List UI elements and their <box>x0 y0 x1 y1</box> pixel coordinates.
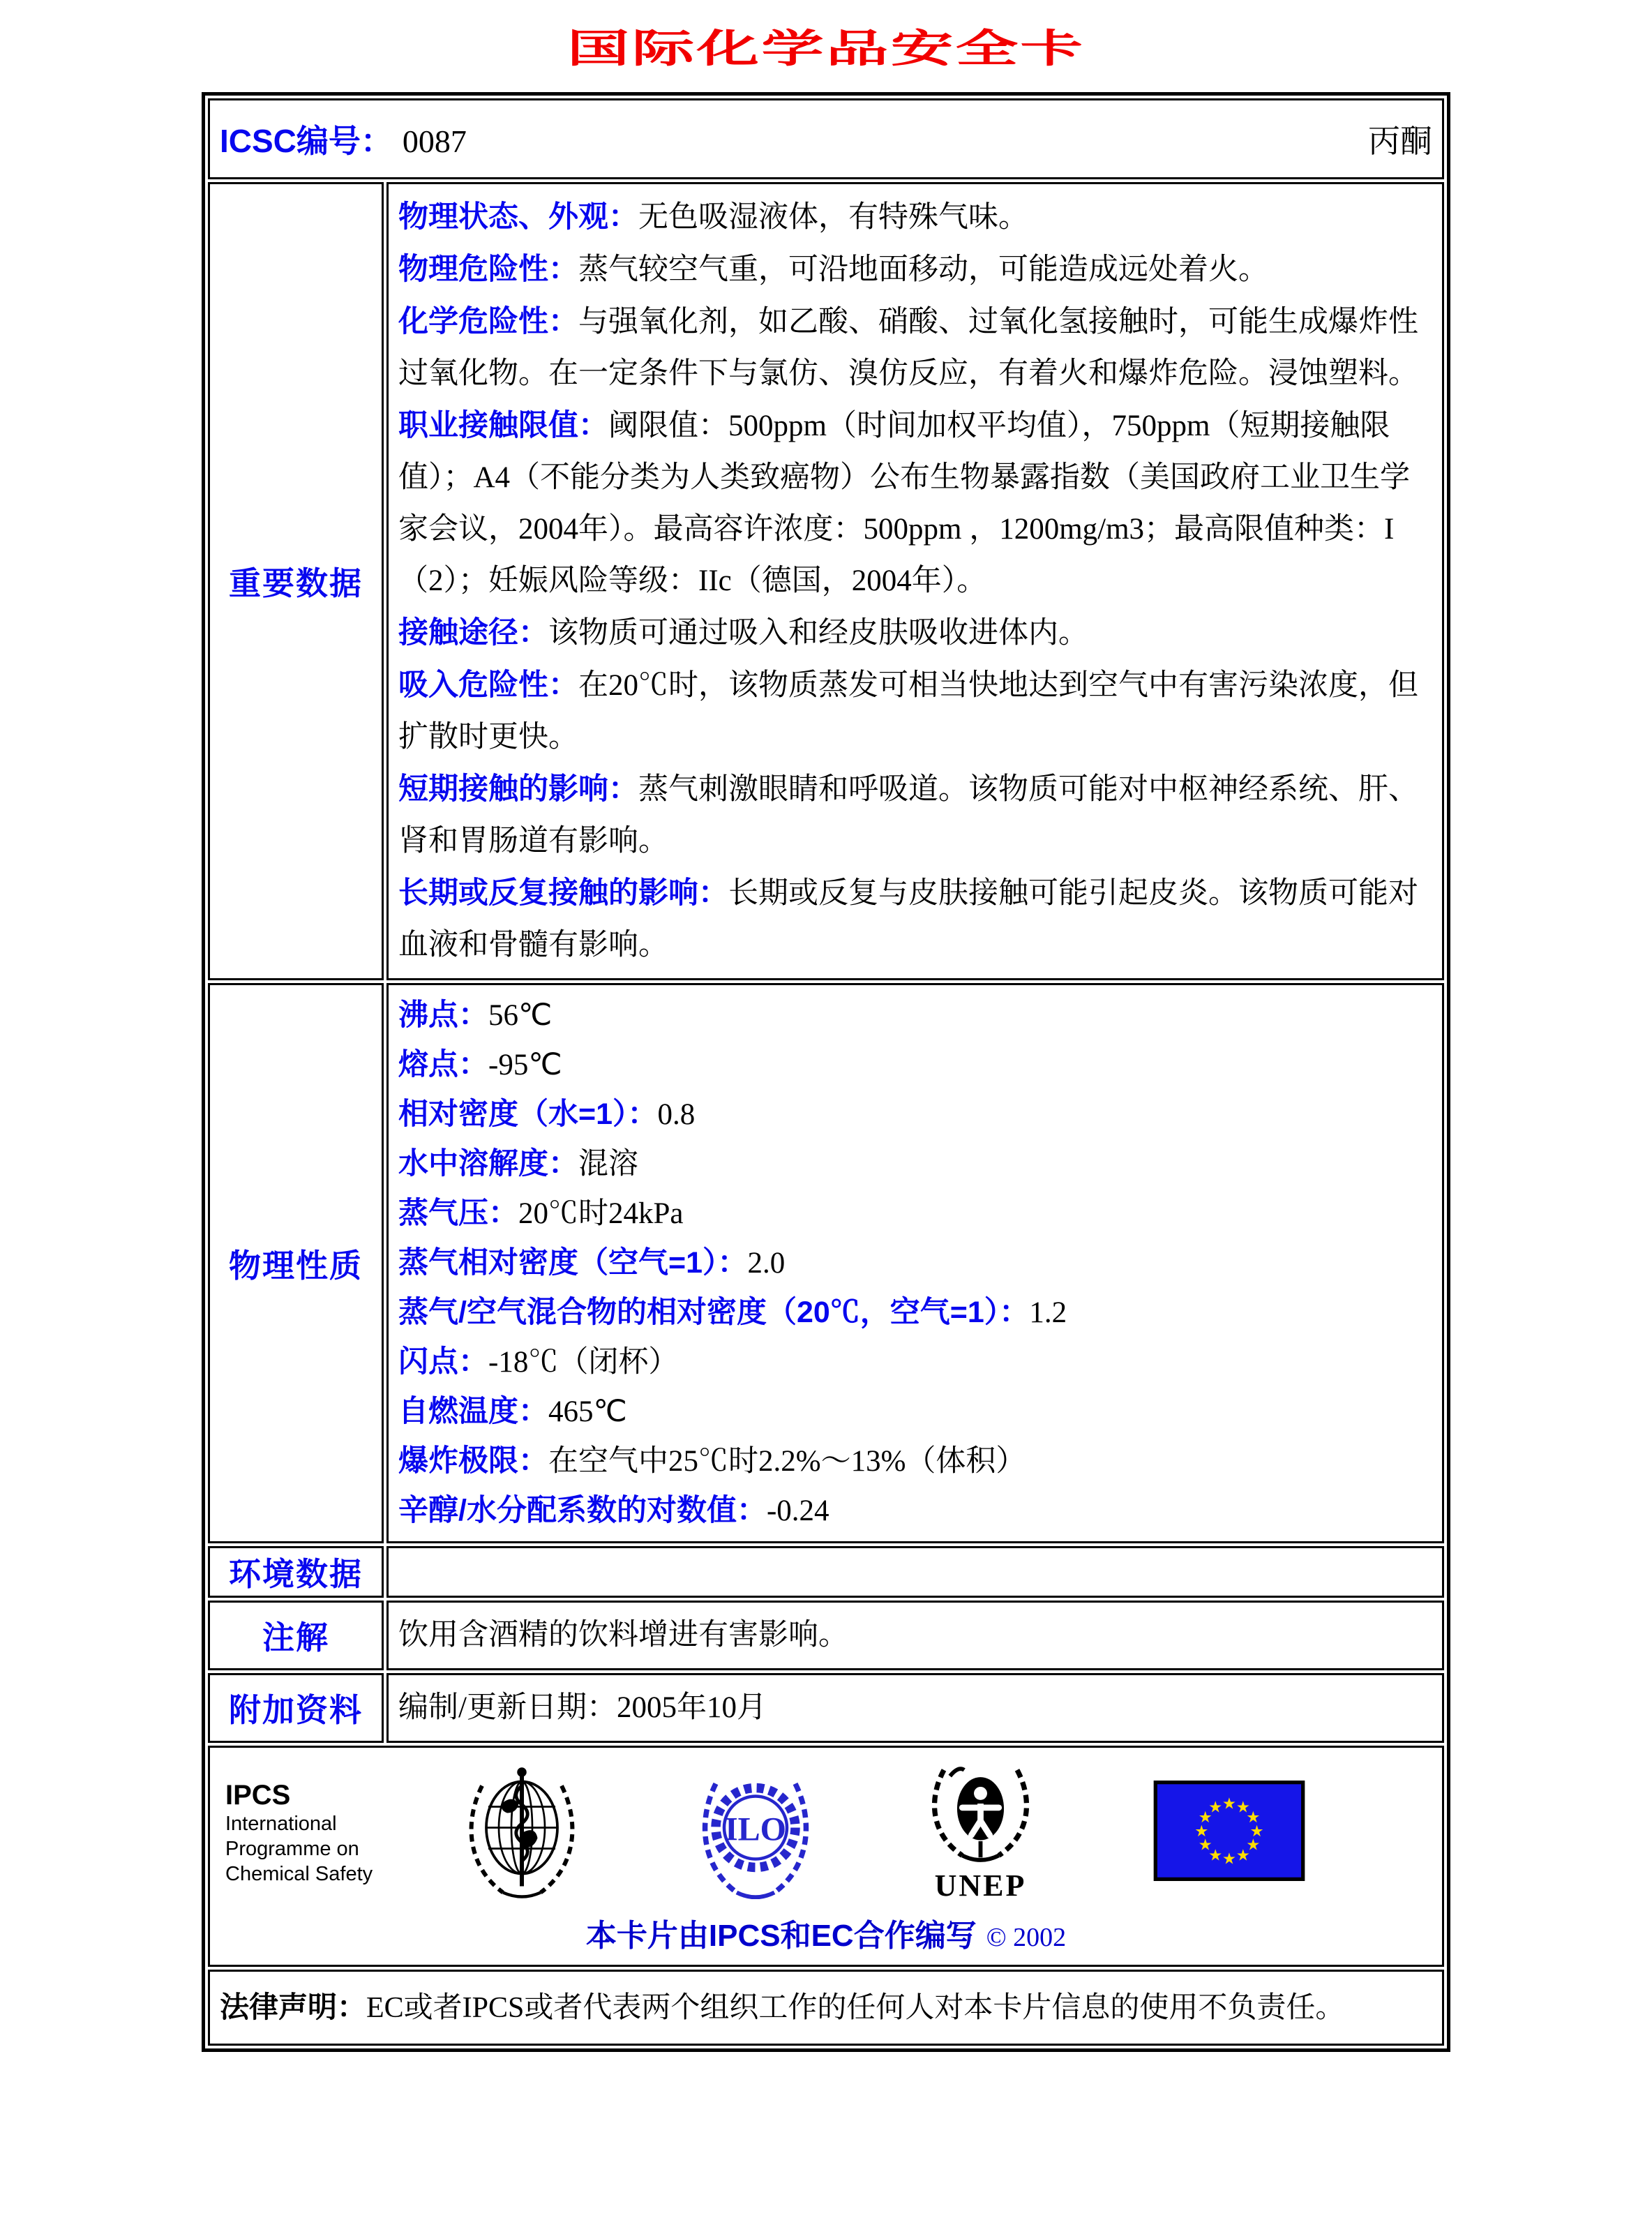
svg-text:★: ★ <box>1198 1808 1212 1827</box>
important-data-item <box>398 607 1432 659</box>
item-label: 长期或反复接触的影响： <box>398 876 728 910</box>
item-label: 辛醇/水分配系数的对数值： <box>398 1494 767 1527</box>
item-text: 56℃ <box>488 999 553 1032</box>
item-label: 短期接触的影响： <box>398 772 638 806</box>
important-data-item <box>398 763 1432 867</box>
item-text: 阈限值：500ppm（时间加权平均值），750ppm（短期接触限值）；A4（不能分类为人类致癌物）公布生物暴露指数（美国政府工业卫生学家会议，2004年）。最高容许浓度：500ppm ，1200mg/m3；最高限值种类：I（2）；妊娠风险等级：IIc（德国，2004年）。 <box>398 410 1411 597</box>
row-label-important-data: 重要数据 <box>229 565 363 601</box>
table-row-header <box>208 98 1444 179</box>
ipcs-subtitle-line: Programme on <box>225 1837 359 1860</box>
item-label: 吸入危险性： <box>398 668 578 702</box>
svg-text:★: ★ <box>1236 1798 1250 1817</box>
item-label: 物理危险性： <box>398 253 578 286</box>
svg-text:★: ★ <box>1208 1798 1223 1817</box>
important-data-item <box>398 867 1432 971</box>
physical-property-item <box>398 991 1432 1040</box>
who-logo-icon <box>459 1762 585 1903</box>
item-text: -18℃（闭杯） <box>488 1346 679 1379</box>
ipcs-title: IPCS <box>225 1779 291 1811</box>
chemical-name: 丙酮 <box>1368 123 1432 159</box>
item-text: 在20℃时，该物质蒸发可相当快地达到空气中有害污染浓度，但扩散时更快。 <box>398 669 1418 754</box>
item-label: 水中溶解度： <box>398 1147 578 1181</box>
row-label-environmental-data: 环境数据 <box>229 1556 363 1592</box>
cooperation-caption <box>218 1910 1434 1955</box>
svg-text:★: ★ <box>1249 1822 1264 1841</box>
page-title-text: 国际化学品安全卡 <box>566 27 1086 70</box>
svg-text:★: ★ <box>1246 1808 1261 1827</box>
svg-text:★: ★ <box>1236 1846 1250 1865</box>
item-text: -95℃ <box>488 1049 562 1081</box>
ilo-label: ILO <box>724 1811 787 1848</box>
row-label-physical-properties: 物理性质 <box>229 1247 363 1284</box>
physical-property-item <box>398 1238 1432 1288</box>
physical-property-item <box>398 1189 1432 1238</box>
item-text: 蒸气较空气重，可沿地面移动，可能造成远处着火。 <box>578 253 1268 286</box>
table-row-logos <box>208 1746 1444 1967</box>
item-text: 无色吸湿液体，有特殊气味。 <box>638 201 1028 234</box>
row-label-additional-info: 附加资料 <box>229 1692 363 1728</box>
physical-property-item <box>398 1288 1432 1337</box>
item-text: 混溶 <box>578 1148 638 1181</box>
row-label-notes: 注解 <box>262 1619 329 1656</box>
important-data-item <box>398 191 1432 243</box>
important-data-item <box>398 659 1432 763</box>
physical-property-item <box>398 1139 1432 1189</box>
physical-property-item <box>398 1437 1432 1486</box>
table-row-environmental-data <box>208 1546 1444 1598</box>
page-title <box>0 0 1652 78</box>
item-label: 物理状态、外观： <box>398 200 638 234</box>
item-text: -0.24 <box>766 1494 829 1527</box>
notes-text: 饮用含酒精的饮料增进有害影响。 <box>386 1601 1444 1670</box>
table-row-legal <box>208 1970 1444 2046</box>
item-label: 接触途径： <box>398 616 548 650</box>
item-label: 闪点： <box>398 1345 488 1379</box>
icsc-number <box>220 116 467 162</box>
item-label: 熔点： <box>398 1048 488 1081</box>
ipcs-subtitle-line: Chemical Safety <box>225 1862 373 1885</box>
physical-property-item <box>398 1486 1432 1536</box>
physical-property-item <box>398 1090 1432 1139</box>
icsc-table <box>202 92 1450 2052</box>
caption-text: 本卡片由IPCS和EC合作编写 <box>585 1919 977 1953</box>
physical-property-item <box>398 1387 1432 1437</box>
environmental-data-text <box>386 1546 1444 1598</box>
item-label: 沸点： <box>398 998 488 1032</box>
legal-label: 法律声明： <box>220 1991 367 2023</box>
logo-strip <box>218 1762 1434 1903</box>
item-label: 相对密度（水=1）： <box>398 1097 658 1131</box>
item-text: 蒸气刺激眼睛和呼吸道。该物质可能对中枢神经系统、肝、肾和胃肠道有影响。 <box>398 773 1418 857</box>
item-label: 蒸气压： <box>398 1197 518 1230</box>
item-label: 化学危险性： <box>398 305 578 338</box>
table-row-physical-properties <box>208 983 1444 1543</box>
legal-text: EC或者IPCS或者代表两个组织工作的任何人对本卡片信息的使用不负责任。 <box>366 1992 1345 2024</box>
item-label: 自燃温度： <box>398 1395 548 1428</box>
item-text: 465℃ <box>548 1395 627 1428</box>
copyright-text: © 2002 <box>986 1923 1067 1952</box>
item-label: 爆炸极限： <box>398 1444 548 1478</box>
item-label: 蒸气/空气混合物的相对密度（20℃，空气=1）： <box>398 1296 1030 1329</box>
unep-logo-icon <box>919 1762 1042 1870</box>
svg-text:★: ★ <box>1246 1836 1261 1854</box>
svg-text:★: ★ <box>1208 1846 1223 1865</box>
table-row-additional-info <box>208 1673 1444 1743</box>
ipcs-text-block <box>225 1779 403 1887</box>
icsc-number-label: ICSC编号： <box>220 123 393 159</box>
icsc-number-value: 0087 <box>402 123 467 159</box>
svg-text:★: ★ <box>1198 1836 1212 1854</box>
item-text: 在空气中25℃时2.2%～13%（体积） <box>548 1445 1026 1478</box>
table-row-important-data <box>208 182 1444 980</box>
unep-label: UNEP <box>934 1868 1027 1903</box>
item-text: 长期或反复与皮肤接触可能引起皮炎。该物质可能对血液和骨髓有影响。 <box>398 877 1418 961</box>
eu-flag-icon <box>1153 1780 1305 1885</box>
item-label: 蒸气相对密度（空气=1）： <box>398 1246 748 1280</box>
physical-property-item <box>398 1337 1432 1387</box>
important-data-item <box>398 243 1432 296</box>
additional-info-text: 编制/更新日期：2005年10月 <box>386 1673 1444 1743</box>
item-text: 0.8 <box>657 1098 696 1131</box>
important-data-item <box>398 400 1432 607</box>
item-text: 1.2 <box>1029 1296 1067 1329</box>
ipcs-subtitle-line: International <box>225 1812 337 1835</box>
item-text: 与强氧化剂，如乙酸、硝酸、过氧化氢接触时，可能生成爆炸性过氧化物。在一定条件下与氯仿、溴仿反应，有着火和爆炸危险。浸蚀塑料。 <box>398 306 1418 390</box>
table-row-notes <box>208 1601 1444 1670</box>
important-data-item <box>398 296 1432 400</box>
ilo-logo-icon <box>693 1762 818 1903</box>
item-text: 20℃时24kPa <box>518 1197 684 1230</box>
item-text: 该物质可通过吸入和经皮肤吸收进体内。 <box>548 617 1088 650</box>
item-text: 2.0 <box>747 1247 786 1280</box>
physical-property-item <box>398 1040 1432 1090</box>
svg-text:★: ★ <box>1194 1822 1209 1841</box>
svg-text:★: ★ <box>1222 1794 1237 1813</box>
unep-logo-block <box>919 1762 1042 1903</box>
item-label: 职业接触限值： <box>398 409 608 442</box>
svg-text:★: ★ <box>1222 1850 1237 1868</box>
